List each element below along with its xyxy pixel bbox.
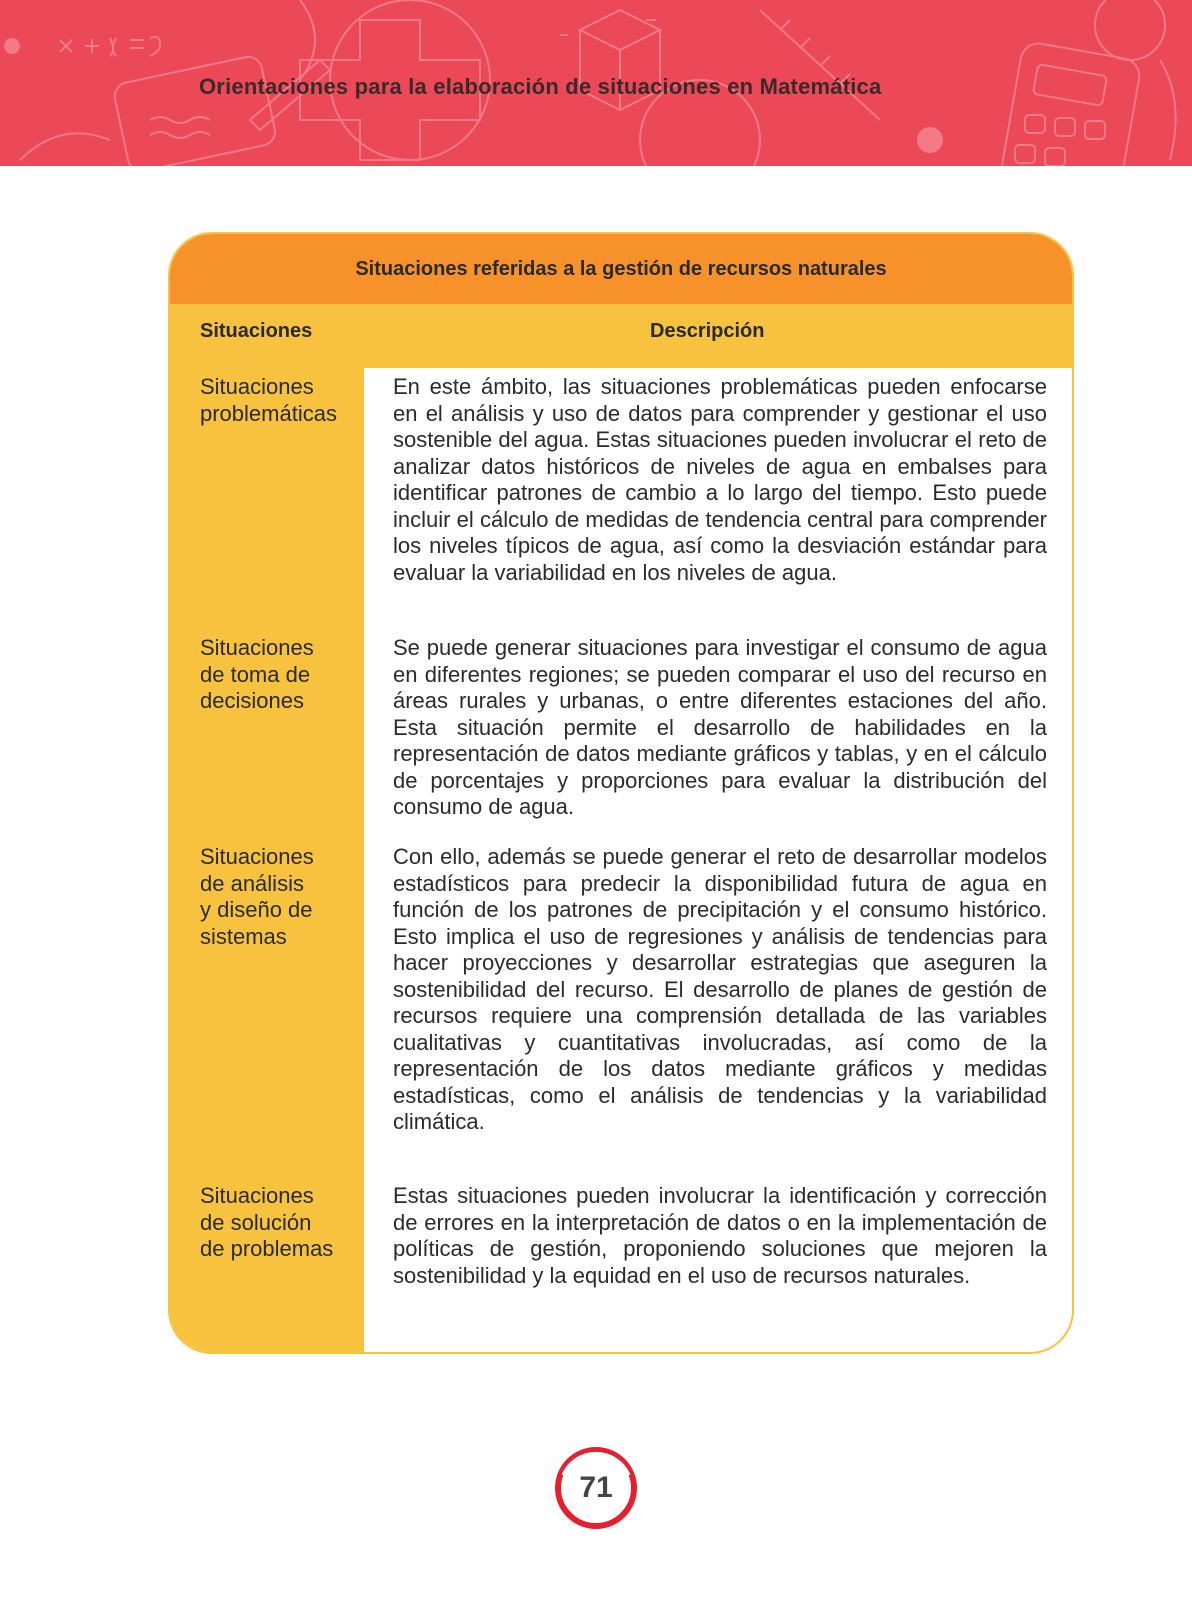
table-title: Situaciones referidas a la gestión de recursos naturales — [355, 258, 887, 280]
resource-management-table — [168, 232, 1074, 1354]
page-header-title: Orientaciones para la elaboración de situaciones en Matemática — [199, 74, 882, 99]
row-4-situacion: Situaciones de solución de problemas — [200, 1183, 334, 1261]
page-number-badge — [553, 1445, 639, 1531]
row-2-situacion: Situaciones de toma de decisiones — [200, 635, 314, 713]
row-4-descripcion: Estas situaciones pueden involucrar la identificación y corrección de errores en la interpretación de datos o en la implementación de políticas de gestión, proponiendo soluciones que mejoren la sostenibilidad y la equidad en el uso de recursos naturales. — [393, 1183, 1047, 1288]
row-3-descripcion: Con ello, además se puede generar el reto de desarrollar modelos estadísticos para predecir la disponibilidad futura de agua en función de los patrones de precipitación y el consumo histórico. Esto implica el uso de regresiones y análisis de tendencias para hacer proyecciones y desarrollar estrategias que aseguren la sostenibilidad del recurso. El desarrollo de planes de gestión de recursos requiere una comprensión detallada de las variables cualitativas y cuantitativas involucradas, así como de la representación de los datos mediante gráficos y medidas estadísticas, como el análisis de tendencias y la variabilidad climática. — [393, 844, 1047, 1134]
page-number: 71 — [579, 1471, 613, 1504]
column-header-situaciones: Situaciones — [200, 320, 313, 342]
row-2-descripcion: Se puede generar situaciones para investigar el consumo de agua en diferentes regiones; se pueden comparar el uso del recurso en áreas rurales y urbanas, o entre diferentes estaciones del año. Esta situación permite el desarrollo de habilidades en la representación de datos mediante gráficos y tablas, y en el cálculo de porcentajes y proporciones para evaluar la distribución del consumo de agua. — [393, 635, 1047, 819]
row-3-situacion: Situaciones de análisis y diseño de sistemas — [200, 844, 314, 949]
row-1-situacion: Situaciones problemáticas — [200, 374, 337, 426]
column-header-descripcion: Descripción — [650, 320, 765, 342]
header-banner — [0, 0, 1192, 166]
row-1-descripcion: En este ámbito, las situaciones problemáticas pueden enfocarse en el análisis y uso de datos para comprender y gestionar el uso sostenible del agua. Estas situaciones pueden involucrar el reto de analizar datos históricos de niveles de agua en embalses para identificar patrones de cambio a lo largo del tiempo. Esto puede incluir el cálculo de medidas de tendencia central para comprender los niveles típicos de agua, así como la desviación estándar para evaluar la variabilidad en los niveles de agua. — [393, 374, 1047, 585]
